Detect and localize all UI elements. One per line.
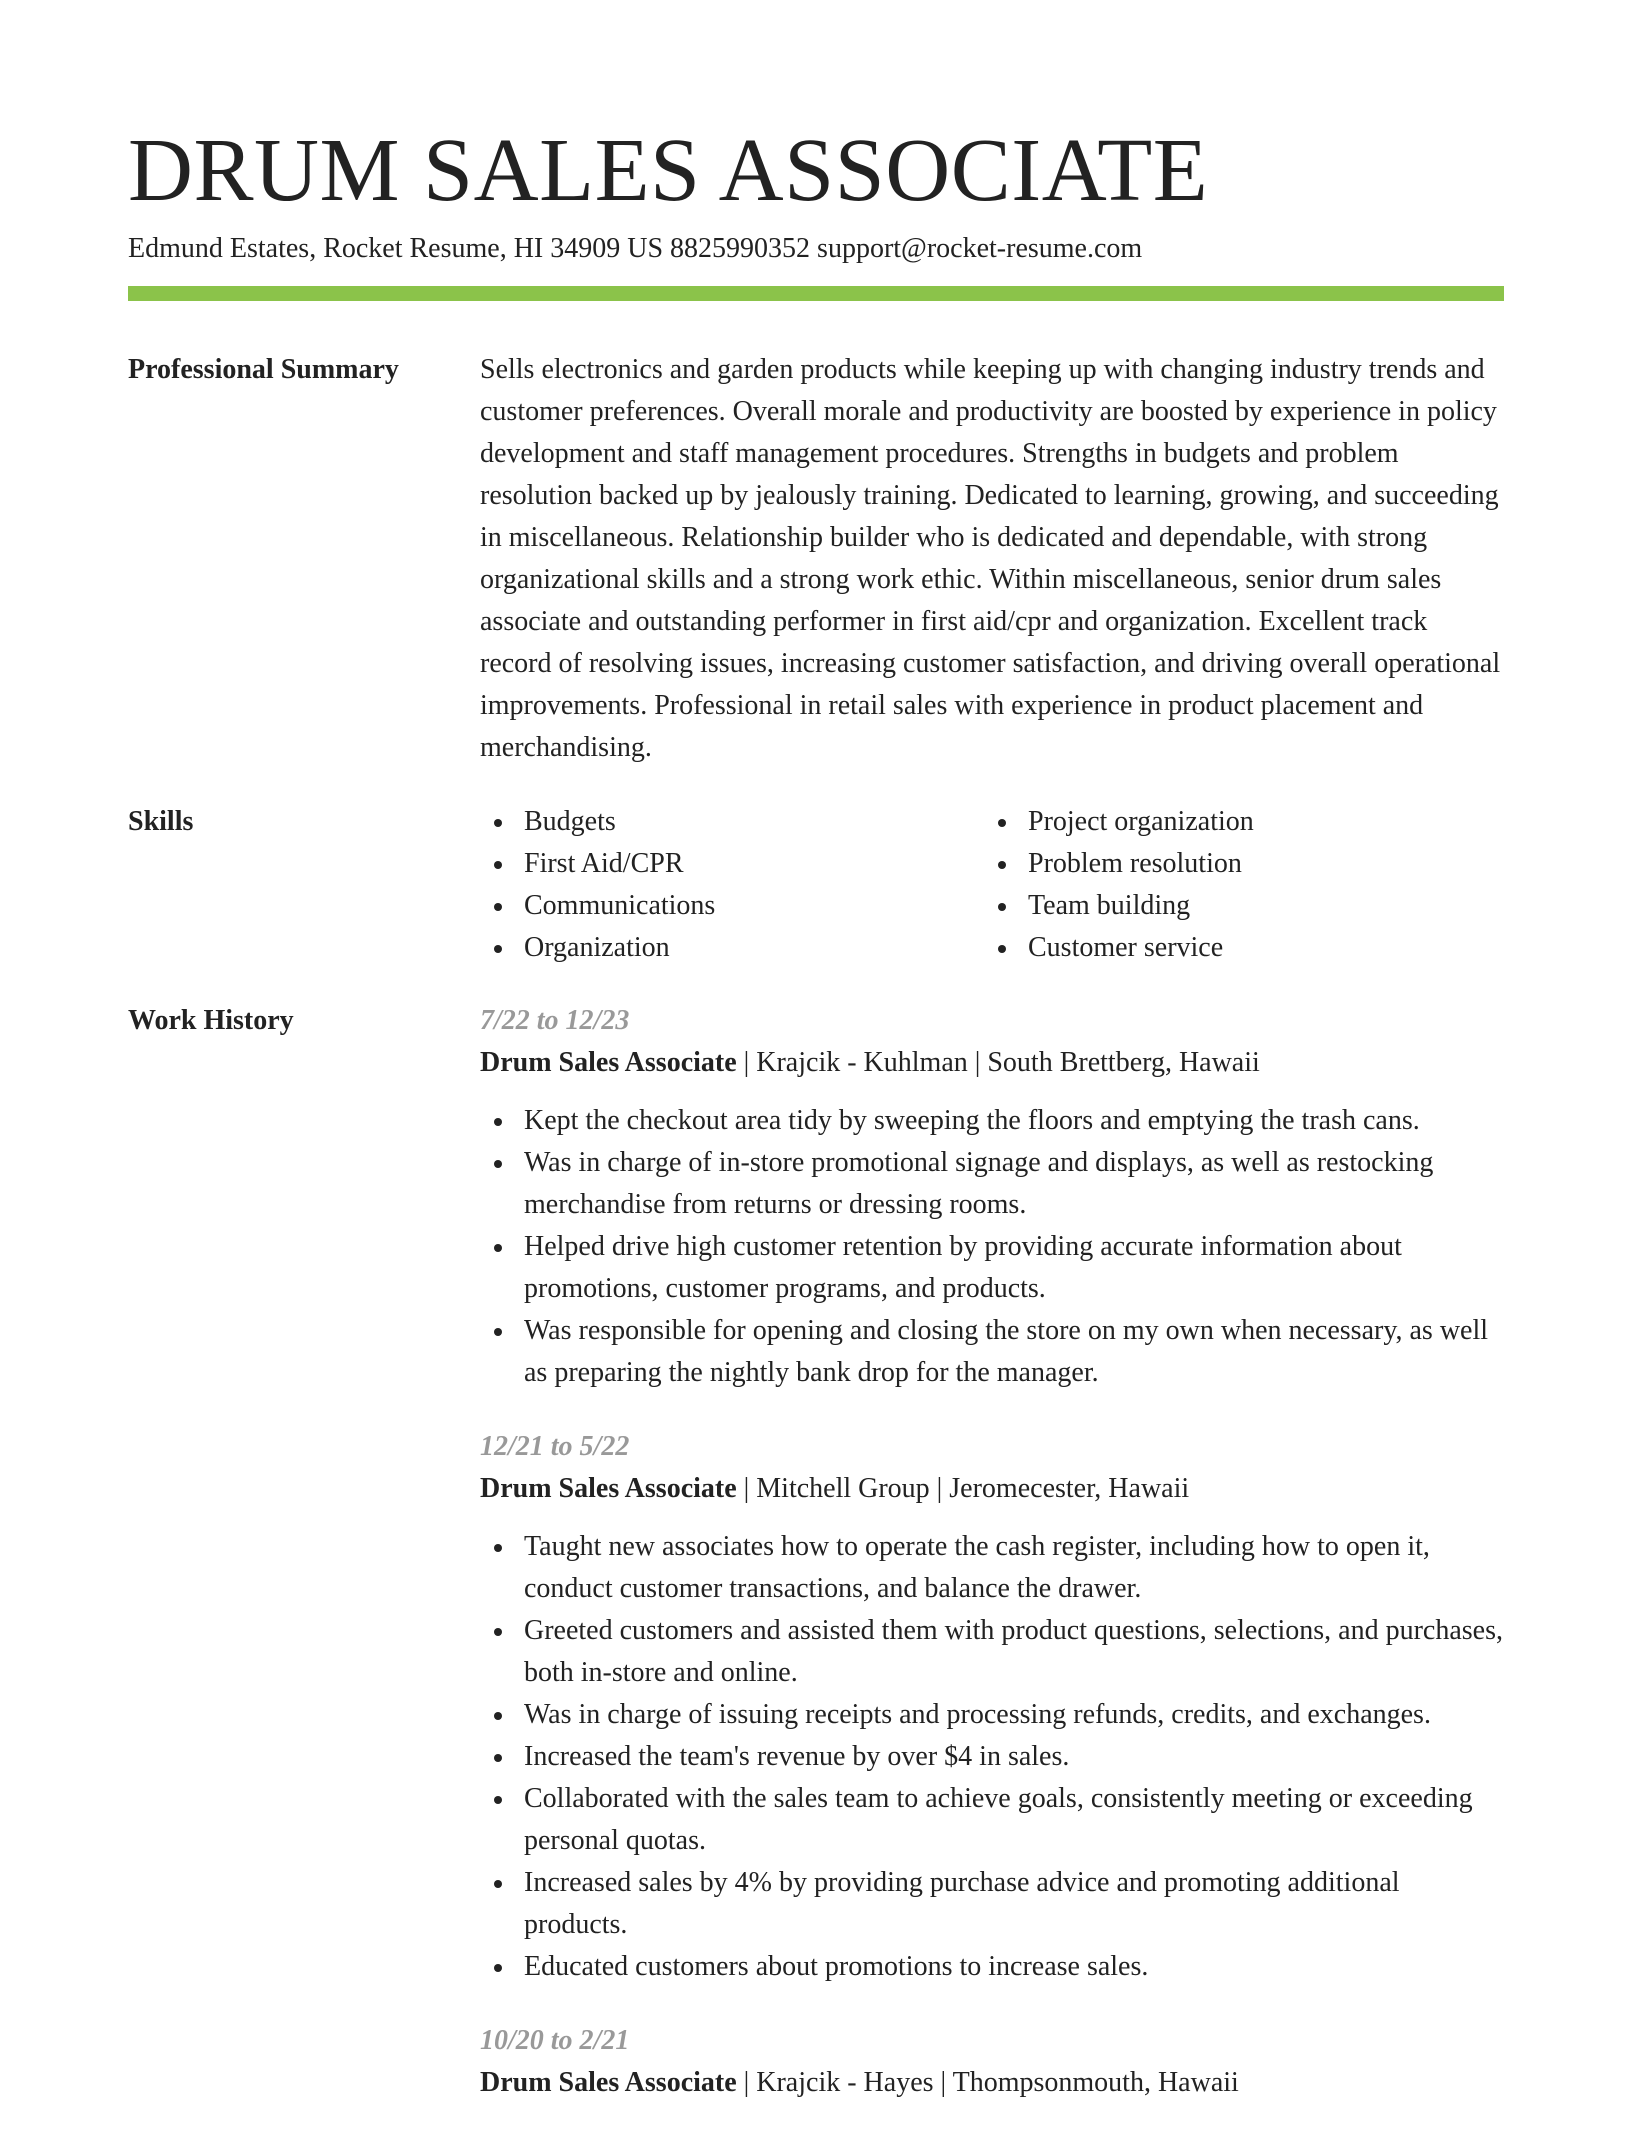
job-employer-location: | Mitchell Group | Jeromecester, Hawaii — [736, 1473, 1190, 1504]
skill-item: Budgets — [480, 801, 984, 843]
job-entry — [480, 2020, 1504, 2104]
job-bullet: Taught new associates how to operate the cash register, including how to open it, conduct customer transactions, and balance the drawer. — [480, 1526, 1504, 1610]
job-title: Drum Sales Associate — [480, 1473, 737, 1504]
job-entry — [480, 1000, 1504, 1394]
job-dates: 12/21 to 5/22 — [480, 1431, 630, 1462]
job-bullet: Helped drive high customer retention by providing accurate information about promotions, customer programs, and products. — [480, 1226, 1504, 1310]
skills-column-right — [984, 801, 1488, 969]
summary-heading: Professional Summary — [128, 354, 399, 385]
job-bullet: Collaborated with the sales team to achieve goals, consistently meeting or exceeding personal quotas. — [480, 1778, 1504, 1862]
job-entry — [480, 1426, 1504, 1988]
job-bullet: Was responsible for opening and closing the store on my own when necessary, as well as preparing the nightly bank drop for the manager. — [480, 1310, 1504, 1394]
job-bullets — [480, 1100, 1504, 1394]
job-bullet: Was in charge of in-store promotional signage and displays, as well as restocking merchandise from returns or dressing rooms. — [480, 1142, 1504, 1226]
job-bullet: Kept the checkout area tidy by sweeping the floors and emptying the trash cans. — [480, 1100, 1504, 1142]
job-title: Drum Sales Associate — [480, 2067, 737, 2098]
job-employer-location: | Krajcik - Hayes | Thompsonmouth, Hawaii — [736, 2067, 1239, 2098]
job-heading — [480, 1042, 1504, 1084]
summary-text: Sells electronics and garden products while keeping up with changing industry trends and customer preferences. Overall morale and productivity are boosted by experience in policy development and staff management procedures. Strengths in budgets and problem resolution backed up by jealously training. Dedicated to learning, growing, and succeeding in miscellaneous. Relationship builder who is dedicated and dependable, with strong organizational skills and a strong work ethic. Within miscellaneous, senior drum sales associate and outstanding performer in first aid/cpr and organization. Excellent track record of resolving issues, increasing customer satisfaction, and driving overall operational improvements. Professional in retail sales with experience in product placement and merchandising. — [480, 354, 1501, 763]
job-bullet: Educated customers about promotions to increase sales. — [480, 1946, 1504, 1988]
skill-item: Customer service — [984, 927, 1488, 969]
job-dates: 7/22 to 12/23 — [480, 1005, 630, 1036]
skill-item: Organization — [480, 927, 984, 969]
job-heading — [480, 2062, 1504, 2104]
candidate-name: DRUM SALES ASSOCIATE — [128, 121, 1209, 220]
skill-item: Communications — [480, 885, 984, 927]
job-heading — [480, 1468, 1504, 1510]
job-bullets — [480, 1526, 1504, 1988]
job-employer-location: | Krajcik - Kuhlman | South Brettberg, Hawaii — [736, 1047, 1260, 1078]
skill-item: Team building — [984, 885, 1488, 927]
skill-item: First Aid/CPR — [480, 843, 984, 885]
contact-line: Edmund Estates, Rocket Resume, HI 34909 US 8825990352 support@rocket-resume.com — [128, 233, 1143, 264]
job-bullet: Increased sales by 4% by providing purchase advice and promoting additional products. — [480, 1862, 1504, 1946]
skill-item: Problem resolution — [984, 843, 1488, 885]
skills-heading: Skills — [128, 806, 194, 837]
header-divider — [128, 286, 1504, 301]
job-dates: 10/20 to 2/21 — [480, 2025, 630, 2056]
work-history-heading: Work History — [128, 1005, 294, 1036]
job-bullet: Was in charge of issuing receipts and processing refunds, credits, and exchanges. — [480, 1694, 1504, 1736]
job-bullet: Increased the team's revenue by over $4 in sales. — [480, 1736, 1504, 1778]
skills-column-left — [480, 801, 984, 969]
skill-item: Project organization — [984, 801, 1488, 843]
job-title: Drum Sales Associate — [480, 1047, 737, 1078]
job-bullet: Greeted customers and assisted them with product questions, selections, and purchases, both in-store and online. — [480, 1610, 1504, 1694]
